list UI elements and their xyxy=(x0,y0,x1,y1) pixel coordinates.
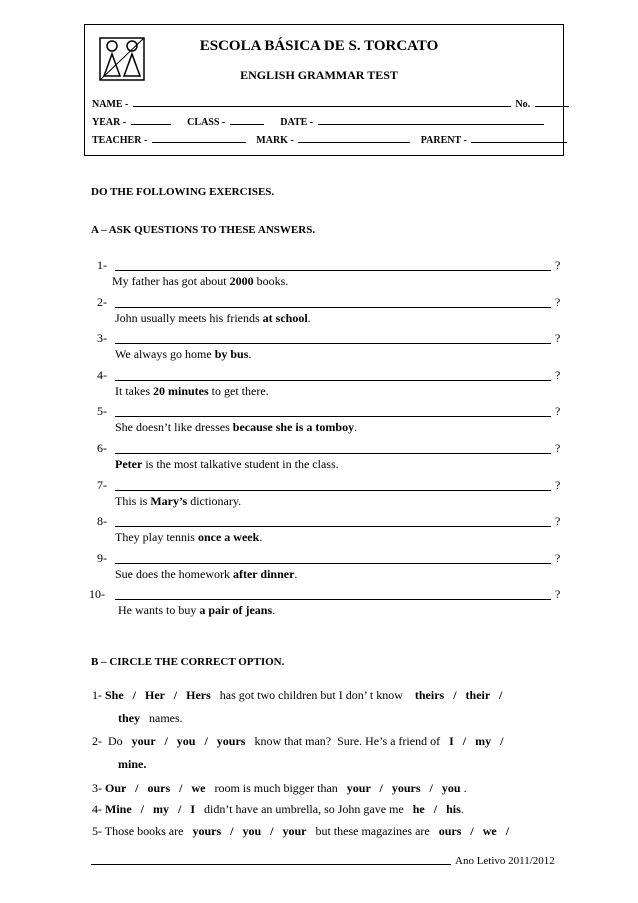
circle-option-line[interactable]: 4- Mine / my / I didn’t have an umbrella, so John gave me he / his. xyxy=(92,802,464,816)
question-mark: ? xyxy=(555,331,561,346)
answer-focus: 2000 xyxy=(229,274,254,288)
given-answer: It takes 20 minutes to get there. xyxy=(115,383,269,398)
question-mark: ? xyxy=(555,587,561,602)
answer-focus: Peter xyxy=(115,457,143,471)
name-blank[interactable] xyxy=(133,97,511,107)
answer-focus: after dinner xyxy=(232,566,295,581)
question-number: 4- xyxy=(97,367,107,382)
footer-school-year: Ano Letivo 2011/2012 xyxy=(455,855,555,867)
circle-option-line[interactable]: 1- She / Her / Hers has got two children but I don’ t know theirs / their / xyxy=(92,688,503,702)
given-answer: We always go home by bus. xyxy=(115,347,252,362)
circle-option-line[interactable]: 2- Do your / you / yours know that man? Sure. He’s a friend of I / my / xyxy=(92,734,504,748)
answer-focus: once a week xyxy=(197,530,260,545)
question-answer-line[interactable] xyxy=(115,598,551,600)
number-label: No. xyxy=(515,99,531,110)
question-answer-line[interactable] xyxy=(115,342,551,344)
parent-blank[interactable] xyxy=(471,133,567,143)
question-mark: ? xyxy=(555,477,561,492)
question-mark: ? xyxy=(555,550,561,565)
circle-option-line[interactable]: mine. xyxy=(118,757,147,771)
answer-focus: Mary’s xyxy=(150,493,188,508)
question-mark: ? xyxy=(555,367,561,382)
school-name: ESCOLA BÁSICA DE S. TORCATO xyxy=(199,38,439,54)
answer-focus: by bus xyxy=(214,347,249,362)
given-answer: She doesn’t like dresses because she is a tomboy. xyxy=(115,420,358,435)
section-a-heading: A – ASK QUESTIONS TO THESE ANSWERS. xyxy=(91,224,316,236)
date-label: DATE - xyxy=(280,117,314,128)
name-row xyxy=(92,97,571,110)
question-number: 2- xyxy=(97,294,107,309)
year-label: YEAR - xyxy=(92,117,127,128)
question-mark: ? xyxy=(555,258,561,272)
mark-label: MARK - xyxy=(256,135,294,146)
mark-blank[interactable] xyxy=(298,133,410,143)
question-number: 3- xyxy=(97,331,107,346)
question-answer-line[interactable] xyxy=(115,452,551,454)
question-answer-line[interactable] xyxy=(115,379,551,381)
question-answer-line[interactable] xyxy=(115,562,551,564)
given-answer: Peter is the most talkative student in the class. xyxy=(115,457,339,471)
question-answer-line[interactable] xyxy=(115,489,551,491)
answer-focus: at school xyxy=(262,310,308,325)
question-number: 6- xyxy=(97,441,107,455)
footer-rule xyxy=(91,864,451,865)
question-answer-line[interactable] xyxy=(115,525,551,527)
question-answer-line[interactable] xyxy=(115,306,551,308)
test-title: ENGLISH GRAMMAR TEST xyxy=(240,68,398,82)
teacher-blank[interactable] xyxy=(152,133,246,143)
question-mark: ? xyxy=(555,514,561,529)
class-label: CLASS - xyxy=(187,117,226,128)
parent-label: PARENT - xyxy=(420,135,467,146)
instructions: DO THE FOLLOWING EXERCISES. xyxy=(91,186,275,198)
question-answer-line[interactable] xyxy=(115,269,551,271)
given-answer: He wants to buy a pair of jeans. xyxy=(118,603,276,618)
given-answer: Sue does the homework after dinner. xyxy=(115,566,298,581)
question-mark: ? xyxy=(555,441,561,455)
answer-focus: because she is a tomboy xyxy=(232,420,355,435)
answer-focus: a pair of jeans xyxy=(199,603,273,618)
date-blank[interactable] xyxy=(318,115,544,125)
class-blank[interactable] xyxy=(230,115,264,125)
answer-focus: 20 minutes xyxy=(153,383,209,398)
question-number: 8- xyxy=(97,514,107,529)
given-answer: This is Mary’s dictionary. xyxy=(115,493,242,508)
given-answer: They play tennis once a week. xyxy=(115,530,263,545)
circle-option-line[interactable]: they names. xyxy=(118,711,183,725)
name-label: NAME - xyxy=(92,99,129,110)
question-number: 7- xyxy=(97,477,107,492)
year-blank[interactable] xyxy=(131,115,171,125)
question-number: 5- xyxy=(97,404,107,419)
circle-option-line[interactable]: 5- Those books are yours / you / your but these magazines are ours / we / xyxy=(92,824,510,838)
teacher-row xyxy=(92,133,569,146)
circle-option-line[interactable]: 3- Our / ours / we room is much bigger than your / yours / you . xyxy=(92,781,467,795)
given-answer: John usually meets his friends at school. xyxy=(115,310,311,325)
question-mark: ? xyxy=(555,294,561,309)
question-mark: ? xyxy=(555,404,561,419)
question-number: 9- xyxy=(97,550,107,565)
teacher-label: TEACHER - xyxy=(92,135,148,146)
question-answer-line[interactable] xyxy=(115,415,551,417)
section-b-heading: B – CIRCLE THE CORRECT OPTION. xyxy=(91,656,285,668)
year-row xyxy=(92,115,546,128)
number-blank[interactable] xyxy=(535,97,569,107)
question-number: 10- xyxy=(89,587,105,602)
given-answer: My father has got about 2000 books. xyxy=(112,274,289,288)
question-number: 1- xyxy=(97,258,107,272)
